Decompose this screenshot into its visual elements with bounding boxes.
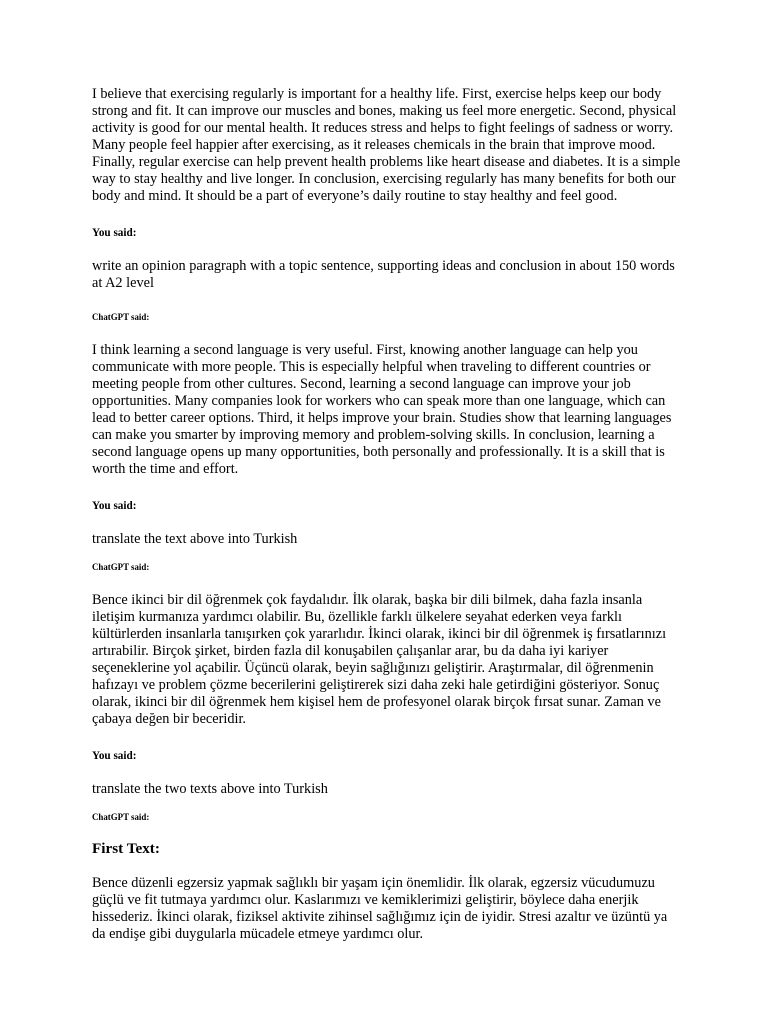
user-prompt-opinion: write an opinion paragraph with a topic sentence, supporting ideas and conclusion in about 150 words at A2 level	[92, 258, 675, 291]
you-said-label: You said:	[92, 500, 137, 512]
language-opinion-paragraph: I think learning a second language is very useful. First, knowing another language can help you communicate with more people. This is especially helpful when traveling to different countries or meeting people from other cultures. Second, learning a second language can improve your job opportunities. Many companies look for workers who can speak more than one language, which can lead to better career options. Third, it helps improve your brain. Studies show that learning languages can make you smarter by improving memory and problem-solving skills. In conclusion, learning a second language opens up many opportunities, both personally and professionally. It is a skill that is worth the time and effort.	[92, 342, 672, 477]
chatgpt-said-label: ChatGPT said:	[92, 812, 150, 822]
user-prompt-translate: translate the text above into Turkish	[92, 531, 298, 547]
exercise-opinion-paragraph: I believe that exercising regularly is important for a healthy life. First, exercise helps keep our body strong and fit. It can improve our muscles and bones, making us feel more energetic. Second, physical activity is good for our mental health. It reduces stress and helps to fight feelings of sadness or worry. Many people feel happier after exercising, as it releases chemicals in the brain that improve mood. Finally, regular exercise can help prevent health problems like heart disease and diabetes. It is a simple way to stay healthy and live longer. In conclusion, exercising regularly has many benefits for both our body and mind. It should be a part of everyone’s daily routine to stay healthy and feel good.	[92, 86, 681, 204]
chatgpt-said-label: ChatGPT said:	[92, 562, 150, 572]
chatgpt-said-label: ChatGPT said:	[92, 312, 150, 322]
user-prompt-translate-two: translate the two texts above into Turkish	[92, 781, 328, 797]
turkish-language-paragraph: Bence ikinci bir dil öğrenmek çok faydalıdır. İlk olarak, başka bir dili bilmek, daha fazla insanla iletişim kurmanıza yardımcı olabilir. Bu, özellikle farklı ülkelere seyahat ederken veya farklı kültürlerden insanlarla tanışırken çok yararlıdır. İkinci olarak, ikinci bir dil öğrenmek iş fırsatlarınızı artırabilir. Birçok şirket, birden fazla dil konuşabilen çalışanlar arar, bu da daha iyi kariyer seçeneklerine yol açabilir. Üçüncü olarak, beyin sağlığınızı geliştirir. Araştırmalar, dil öğrenmenin hafızayı ve problem çözme becerilerini geliştirerek sizi daha zeki hale getirdiğini gösteriyor. Sonuç olarak, ikinci bir dil öğrenmek hem kişisel hem de profesyonel olarak birçok fırsat sunar. Zaman ve çabaya değen bir beceridir.	[92, 592, 667, 727]
you-said-label: You said:	[92, 227, 137, 239]
document-page	[92, 86, 682, 943]
first-text-heading: First Text:	[92, 840, 160, 857]
turkish-exercise-paragraph: Bence düzenli egzersiz yapmak sağlıklı bir yaşam için önemlidir. İlk olarak, egzersiz vücudumuzu güçlü ve fit tutmaya yardımcı olur. Kaslarımızı ve kemiklerimizi geliştirir, böylece daha enerjik hissederiz. İkinci olarak, fiziksel aktivite zihinsel sağlığımız için de iyidir. Stresi azaltır ve üzüntü ya da endişe gibi duygularla mücadele etmeye yardımcı olur.	[92, 875, 668, 942]
you-said-label: You said:	[92, 750, 137, 762]
